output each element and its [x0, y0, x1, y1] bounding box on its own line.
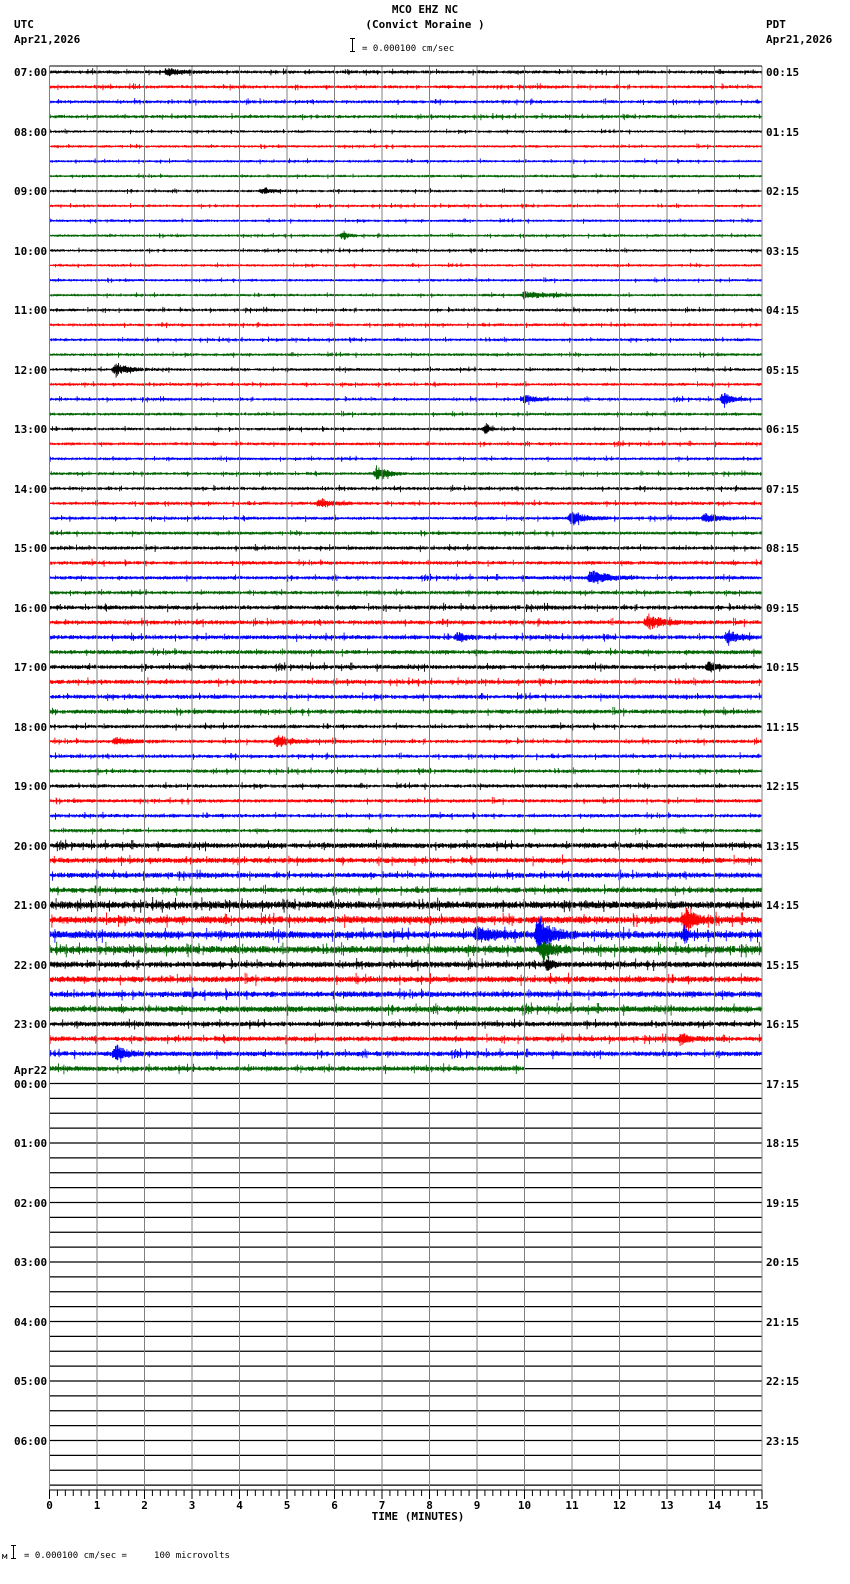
utc-hour-label: 13:00 [14, 423, 48, 436]
utc-hour-label: 23:00 [14, 1018, 48, 1031]
pdt-hour-label: 22:15 [766, 1375, 800, 1388]
pdt-hour-label: 18:15 [766, 1137, 800, 1150]
utc-hour-label: 17:00 [14, 661, 48, 674]
utc-hour-label: 11:00 [14, 304, 48, 317]
footer-scale-text: = 0.000100 cm/sec = 100 microvolts [24, 1551, 230, 1561]
utc-hour-label: 03:00 [14, 1256, 48, 1269]
utc-hour-label: 00:00 [14, 1077, 48, 1091]
x-tick-label: 5 [283, 1499, 291, 1512]
x-tick-label: 8 [426, 1499, 433, 1512]
utc-hour-label: 18:00 [14, 720, 48, 734]
x-tick-label: 0 [46, 1499, 53, 1512]
utc-hour-label: 15:00 [14, 542, 48, 555]
pdt-hour-label: 00:15 [766, 66, 800, 79]
pdt-hour-label: 23:15 [766, 1434, 800, 1448]
x-tick-label: 14 [707, 1499, 722, 1512]
header-scale-text: = 0.000100 cm/sec [362, 44, 455, 54]
x-tick-label: 7 [378, 1499, 386, 1512]
x-tick-label: 13 [660, 1499, 674, 1512]
x-tick-label: 9 [473, 1499, 481, 1512]
utc-hour-label: 12:00 [14, 363, 48, 377]
utc-hour-label: 14:00 [14, 482, 48, 496]
pdt-hour-label: 17:15 [766, 1077, 800, 1091]
footer-scale-bar-icon [13, 1545, 19, 1559]
pdt-hour-label: 11:15 [766, 720, 800, 734]
pdt-hour-label: 03:15 [766, 244, 800, 258]
site-name: (Convict Moraine ) [365, 18, 485, 31]
pdt-hour-label: 06:15 [766, 423, 800, 436]
station-title: MCO EHZ NC [391, 3, 459, 16]
pdt-hour-label: 02:15 [766, 185, 800, 198]
x-tick-label: 2 [141, 1499, 148, 1512]
utc-hour-label: 02:00 [14, 1196, 48, 1210]
x-tick-label: 1 [93, 1499, 101, 1512]
pdt-hour-label: 04:15 [766, 304, 800, 317]
x-tick-label: 10 [517, 1499, 532, 1512]
x-tick-label: 3 [188, 1499, 196, 1512]
pdt-hour-label: 21:15 [766, 1315, 800, 1329]
left-timezone: UTC [14, 18, 34, 31]
left-date: Apr21,2026 [14, 33, 81, 46]
pdt-hour-label: 05:15 [766, 363, 800, 377]
utc-hour-label: 08:00 [14, 125, 48, 139]
pdt-hour-label: 09:15 [766, 601, 800, 615]
utc-date-change-label: Apr22 [14, 1063, 48, 1077]
pdt-hour-label: 14:15 [766, 899, 800, 912]
x-tick-label: 12 [612, 1499, 627, 1512]
utc-hour-label: 09:00 [14, 185, 48, 198]
footer-prefix: м [2, 1552, 8, 1562]
pdt-hour-label: 10:15 [766, 661, 800, 674]
x-tick-label: 4 [236, 1499, 243, 1512]
utc-hour-label: 10:00 [14, 244, 48, 258]
utc-hour-label: 22:00 [14, 958, 48, 972]
pdt-hour-label: 15:15 [766, 958, 800, 972]
pdt-hour-label: 19:15 [766, 1196, 800, 1210]
x-axis-title: TIME (MINUTES) [371, 1510, 465, 1523]
x-tick-label: 15 [755, 1499, 769, 1512]
utc-hour-label: 21:00 [14, 899, 48, 912]
pdt-hour-label: 01:15 [766, 125, 800, 139]
pdt-hour-label: 13:15 [766, 839, 800, 853]
utc-hour-label: 05:00 [14, 1375, 48, 1388]
pdt-hour-label: 16:15 [766, 1018, 800, 1031]
utc-hour-label: 01:00 [14, 1137, 48, 1150]
pdt-hour-label: 20:15 [766, 1256, 800, 1269]
x-tick-label: 6 [331, 1499, 338, 1512]
right-date: Apr21,2026 [766, 33, 833, 46]
x-tick-label: 11 [565, 1499, 579, 1512]
pdt-hour-label: 07:15 [766, 482, 800, 496]
utc-hour-label: 20:00 [14, 839, 48, 853]
utc-hour-label: 19:00 [14, 780, 48, 793]
pdt-hour-label: 12:15 [766, 780, 800, 793]
utc-hour-label: 04:00 [14, 1315, 48, 1329]
utc-hour-label: 07:00 [14, 66, 48, 79]
right-timezone: PDT [766, 18, 786, 31]
scale-bar-icon [352, 38, 358, 52]
utc-hour-label: 16:00 [14, 601, 48, 615]
utc-hour-label: 06:00 [14, 1434, 48, 1448]
pdt-hour-label: 08:15 [766, 542, 800, 555]
